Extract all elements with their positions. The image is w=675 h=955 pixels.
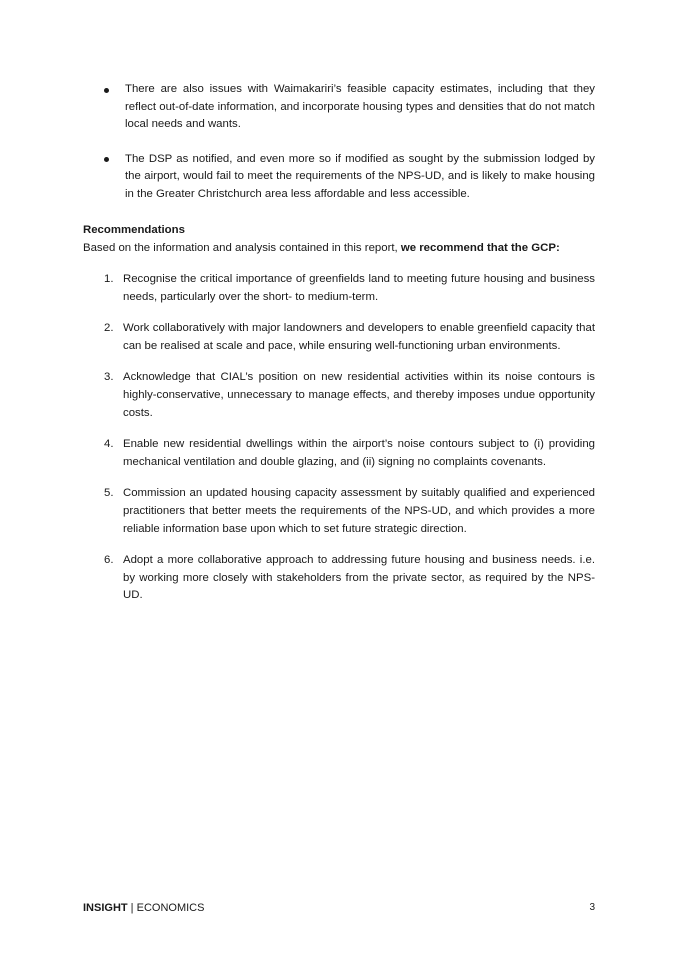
item-number: 4. bbox=[104, 438, 114, 451]
item-number: 6. bbox=[104, 554, 114, 567]
bullet-list bbox=[83, 81, 595, 221]
recommendation-list bbox=[83, 271, 595, 619]
page-footer bbox=[83, 900, 595, 916]
item-number: 2. bbox=[104, 322, 114, 335]
bullet-text: There are also issues with Waimakariri’s feasible capacity estimates, including that they reflect out-of-date information, and incorporate housing types and densities that do not match local needs and wants. bbox=[125, 83, 595, 131]
footer-brand-rest: ECONOMICS bbox=[136, 902, 205, 914]
item-text: Acknowledge that CIAL’s position on new residential activities within its noise contours is highly-conservative, unnecessary to manage effects, and thereby imposes undue opportunity costs. bbox=[123, 371, 595, 419]
bullet-icon bbox=[104, 88, 109, 93]
bullet-text: The DSP as notified, and even more so if modified as sought by the submission lodged by the airport, would fail to meet the requirements of the NPS-UD, and is likely to make housing in the Greater Christchurch area less affordable and less accessible. bbox=[125, 152, 595, 200]
item-text: Enable new residential dwellings within the airport’s noise contours subject to (i) providing mechanical ventilation and double glazing, and (ii) signing no complaints covenants. bbox=[123, 438, 595, 468]
item-text: Adopt a more collaborative approach to addressing future housing and business needs. i.e. by working more closely with stakeholders from the private sector, as required by the NPS-UD. bbox=[123, 554, 595, 602]
intro-bold-text: we recommend that the GCP: bbox=[400, 241, 560, 254]
footer-brand-bold: INSIGHT bbox=[83, 902, 128, 914]
item-number: 5. bbox=[104, 487, 114, 500]
item-text: Work collaboratively with major landowners and developers to enable greenfield capacity that can be realised at scale and pace, while ensuring well-functioning urban environments. bbox=[123, 322, 595, 352]
bullet-item bbox=[83, 151, 595, 204]
recommendation-item bbox=[83, 369, 595, 422]
recommendation-item bbox=[83, 271, 595, 306]
recommendation-item bbox=[83, 436, 595, 471]
bullet-icon bbox=[104, 157, 109, 162]
footer-separator: | bbox=[127, 902, 137, 914]
recommendation-item bbox=[83, 552, 595, 605]
recommendation-item bbox=[83, 320, 595, 355]
recommendations-heading: Recommendations bbox=[83, 224, 185, 236]
item-text: Commission an updated housing capacity assessment by suitably qualified and experienced practitioners that better meets the requirements of the NPS-UD, and which provides a more reliable information base upon which to set future strategic direction. bbox=[123, 487, 595, 535]
recommendations-intro bbox=[83, 240, 595, 258]
item-number: 1. bbox=[104, 273, 114, 285]
item-number: 3. bbox=[104, 371, 114, 384]
recommendations-section bbox=[83, 222, 595, 257]
recommendation-item bbox=[83, 485, 595, 538]
item-text: Recognise the critical importance of greenfields land to meeting future housing and business needs, particularly over the short- to medium-term. bbox=[123, 273, 595, 303]
footer-brand bbox=[83, 902, 204, 914]
page-number: 3 bbox=[589, 902, 595, 913]
intro-text: Based on the information and analysis contained in this report, bbox=[83, 241, 401, 254]
bullet-item bbox=[83, 81, 595, 134]
